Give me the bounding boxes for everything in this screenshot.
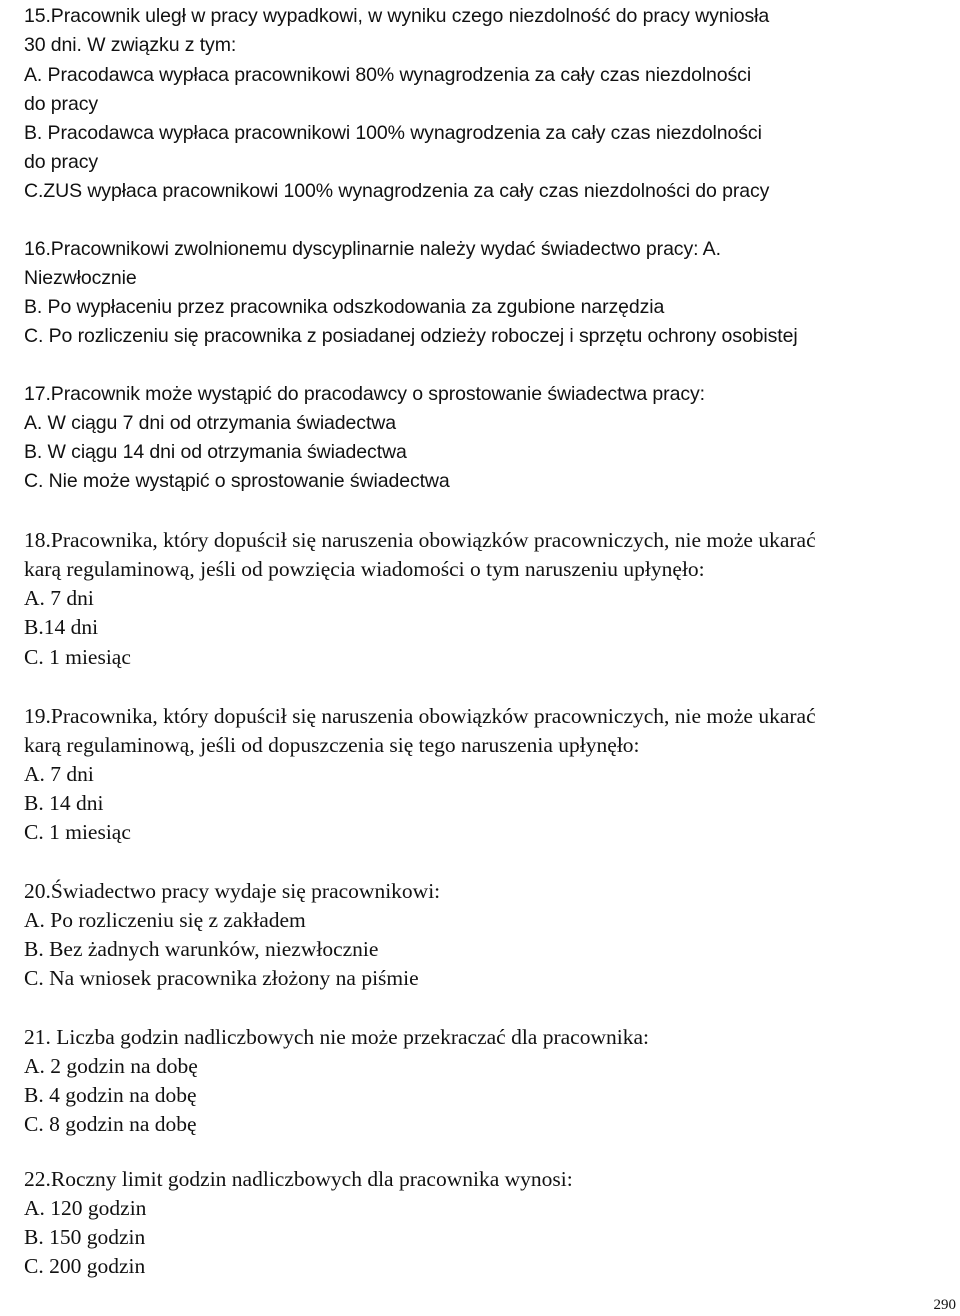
- question-17-option-b: B. W ciągu 14 dni od otrzymania świadectwa: [24, 441, 407, 463]
- question-17-option-a: A. W ciągu 7 dni od otrzymania świadectwa: [24, 412, 396, 434]
- question-15-option-b: B. Pracodawca wypłaca pracownikowi 100% wynagrodzenia za cały czas niezdolności: [24, 122, 762, 144]
- question-22-line-1: 22.Roczny limit godzin nadliczbowych dla pracownika wynosi:: [24, 1167, 573, 1191]
- question-21-option-b: B. 4 godzin na dobę: [24, 1083, 197, 1107]
- question-15-option-b-cont: do pracy: [24, 151, 98, 173]
- question-18-line-2: karą regulaminową, jeśli od powzięcia wiadomości o tym naruszeniu upłynęło:: [24, 557, 705, 581]
- question-15-option-a: A. Pracodawca wypłaca pracownikowi 80% wynagrodzenia za cały czas niezdolności: [24, 64, 752, 86]
- question-20-option-a: A. Po rozliczeniu się z zakładem: [24, 908, 306, 932]
- question-15-option-c: C.ZUS wypłaca pracownikowi 100% wynagrodzenia za cały czas niezdolności do pracy: [24, 180, 770, 202]
- question-19-line-1: 19.Pracownika, który dopuścił się naruszenia obowiązków pracowniczych, nie może ukarać: [24, 704, 816, 728]
- question-18-option-c: C. 1 miesiąc: [24, 645, 131, 669]
- question-21-line-1: 21. Liczba godzin nadliczbowych nie może przekraczać dla pracownika:: [24, 1025, 649, 1049]
- question-19-line-2: karą regulaminową, jeśli od dopuszczenia się tego naruszenia upłynęło:: [24, 733, 640, 757]
- question-20-option-c: C. Na wniosek pracownika złożony na piśmie: [24, 966, 419, 990]
- question-16-option-a-cont: Niezwłocznie: [24, 267, 137, 289]
- question-20-line-1: 20.Świadectwo pracy wydaje się pracownikowi:: [24, 879, 441, 903]
- question-16-option-b: B. Po wypłaceniu przez pracownika odszkodowania za zgubione narzędzia: [24, 296, 665, 318]
- question-17-line-1: 17.Pracownik może wystąpić do pracodawcy o sprostowanie świadectwa pracy:: [24, 383, 705, 405]
- question-15-option-a-cont: do pracy: [24, 93, 98, 115]
- question-21-option-a: A. 2 godzin na dobę: [24, 1054, 198, 1078]
- question-22-option-c: C. 200 godzin: [24, 1254, 146, 1278]
- question-19-option-b: B. 14 dni: [24, 791, 104, 815]
- page-number: 290: [933, 1297, 956, 1313]
- question-19-option-c: C. 1 miesiąc: [24, 820, 131, 844]
- question-19-option-a: A. 7 dni: [24, 762, 94, 786]
- question-22-option-b: B. 150 godzin: [24, 1225, 146, 1249]
- question-21-option-c: C. 8 godzin na dobę: [24, 1112, 197, 1136]
- question-16-option-c: C. Po rozliczeniu się pracownika z posiadanej odzieży roboczej i sprzętu ochrony osobistej: [24, 325, 798, 347]
- question-16-line-1: 16.Pracownikowi zwolnionemu dyscyplinarnie należy wydać świadectwo pracy: A.: [24, 238, 721, 260]
- question-18-line-1: 18.Pracownika, który dopuścił się naruszenia obowiązków pracowniczych, nie może ukarać: [24, 528, 816, 552]
- question-20-option-b: B. Bez żadnych warunków, niezwłocznie: [24, 937, 379, 961]
- question-15-line-1: 15.Pracownik uległ w pracy wypadkowi, w wyniku czego niezdolność do pracy wyniosła: [24, 5, 770, 27]
- question-15-line-2: 30 dni. W związku z tym:: [24, 34, 237, 56]
- question-18-option-a: A. 7 dni: [24, 586, 94, 610]
- question-18-option-b: B.14 dni: [24, 615, 99, 639]
- question-22-option-a: A. 120 godzin: [24, 1196, 147, 1220]
- question-17-option-c: C. Nie może wystąpić o sprostowanie świadectwa: [24, 470, 450, 492]
